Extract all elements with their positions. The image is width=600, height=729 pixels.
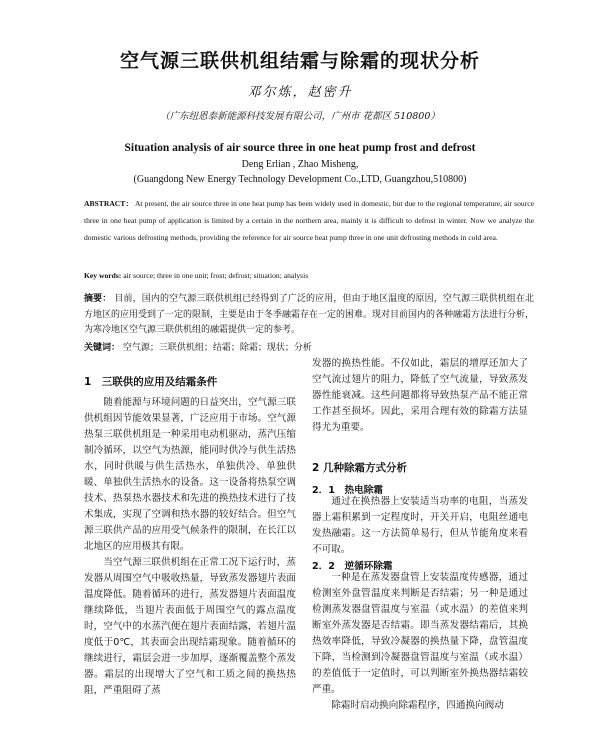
- abstract-cn: [84, 292, 534, 339]
- keywords-en: [84, 271, 534, 280]
- section-2-heading: 2 几种除霜方式分析: [312, 462, 407, 474]
- section-2-2-paragraph: 一种是在蒸发器盘管上安装温度传感器，通过检测室外盘管温度来判断是否结霜；另一种是通过检测蒸发器盘管温度与室温（或水温）的差值来判断室外蒸发器是否结霜。即当蒸发器结霜后，其换热效率降低，导致冷凝器的换热量下降，盘管温度下降，当检测到冷凝器盘管温度与室温（或水温）的差值低于一定值时，可以判断室外换热器结霜较严重。: [312, 572, 528, 695]
- affiliation-en: (Guangdong New Energy Technology Development Co.,LTD, Guangzhou,510800): [133, 174, 467, 185]
- authors-en: Deng Erlian , Zhao Misheng,: [241, 159, 359, 170]
- abstract-en-text: At present, the air source three in one heat pump has been widely used in domestic, but due to the regional temperature, air source three in one heat pump of application is limited by a certain in the northern area, mainly it is difficult to defrost in winter. Now we analyze the domestic various defrosting methods, providing the reference for air source heat pump three in one unit defrosting methods in cold area.: [84, 199, 535, 242]
- section-1-paragraph: 随着能源与环境问题的日益突出，空气源三联供机组因节能效果显著，广泛应用于市场。空气源热泵三联供机组是一种采用电动机驱动，蒸汽压缩制冷循环，以空气为热源，能同时供冷与供生活热水，同时供暖与供生活热水，单独供冷、单独供暖、单独供生活热水的设备。这一设备将热泵空调技术、热泵热水器技术和先进的换热技术进行了技术集成，实现了空调和热水器的较好结合。但空气源三联供产品的应用受气候条件的限制，在长江以北地区的应用极其有限。: [84, 397, 296, 552]
- keywords-en-text: air source; three in one unit; frost; defrost; situation; analysis: [123, 271, 309, 280]
- title-en: Situation analysis of air source three in one heat pump frost and defrost: [124, 142, 476, 154]
- abstract-cn-text: 目前，国内的空气源三联供机组已经得到了广泛的应用，但由于地区温度的原因，空气源三联供机组在北方地区的应用受到了一定的限制，主要是由于冬季融霜存在一定的困难。现对目前国内的各种融霜方法进行分析，为寒冷地区空气源三联供机组的融霜提供一定的参考。: [84, 294, 535, 335]
- section-1-heading: 1 三联供的应用及结霜条件: [84, 376, 218, 388]
- keywords-cn-label: 关键词：: [84, 343, 121, 353]
- right-column-intro: [312, 356, 528, 436]
- keywords-en-label: Key words:: [84, 271, 122, 280]
- section-2-2-body: [312, 570, 528, 714]
- title-cn: 空气源三联供机组结霜与除霜的现状分析: [119, 50, 480, 72]
- left-column: [84, 395, 296, 699]
- abstract-cn-label: 摘要：: [84, 294, 112, 304]
- right-column-intro-text: 发器的换热性能。不仅如此，霜层的增厚还加大了空气流过翅片的阻力，降低了空气流量，导致蒸发器性能衰减。这些问题都将导致热泵产品不能正常工作甚至损坏。因此，采用合理有效的除霜方法显得尤为重要。: [312, 358, 528, 433]
- section-2-2-heading: 2．2 逆循环除霜: [312, 561, 393, 572]
- section-2-1-body: [312, 494, 528, 558]
- abstract-en: [84, 195, 534, 246]
- section-1-paragraph: 当空气源三联供机组在正常工况下运行时，蒸发器从周围空气中吸收热量，导致蒸发器翅片表面温度降低。随着循环的进行，蒸发器翅片表面温度继续降低，当翅片表面低于周围空气的露点温度时，空气中的水蒸汽便在翅片表面结露，若翅片温度低于0℃，其表面会出现结霜现象。随着循环的继续进行，霜层会进一步加厚，逐渐覆盖整个蒸发器。霜层的出现增大了空气和工质之间的换热热阻，严重阻碍了蒸: [84, 557, 296, 696]
- authors-cn: 邓尔炼，赵密升: [247, 85, 353, 100]
- abstract-en-label: ABSTRACT：: [84, 199, 134, 208]
- keywords-cn-text: 空气源；三联供机组；结霜；除霜；现状；分析: [122, 343, 312, 353]
- keywords-cn: [84, 340, 534, 353]
- section-2-2-paragraph: 除霜时启动换向除霜程序，四通换向阀动: [331, 700, 504, 711]
- section-2-1-text: 通过在换热器上安装适当功率的电阻，当蒸发器上霜积累到一定程度时，开关开启，电阻丝通电发热融霜。这一方法简单易行，但从节能角度来看不可取。: [312, 496, 528, 555]
- section-2-1-heading: 2．1 热电除霜: [312, 485, 383, 496]
- affiliation-cn: （广东纽恩泰新能源科技发展有限公司，广州市 花都区 510800）: [160, 111, 440, 122]
